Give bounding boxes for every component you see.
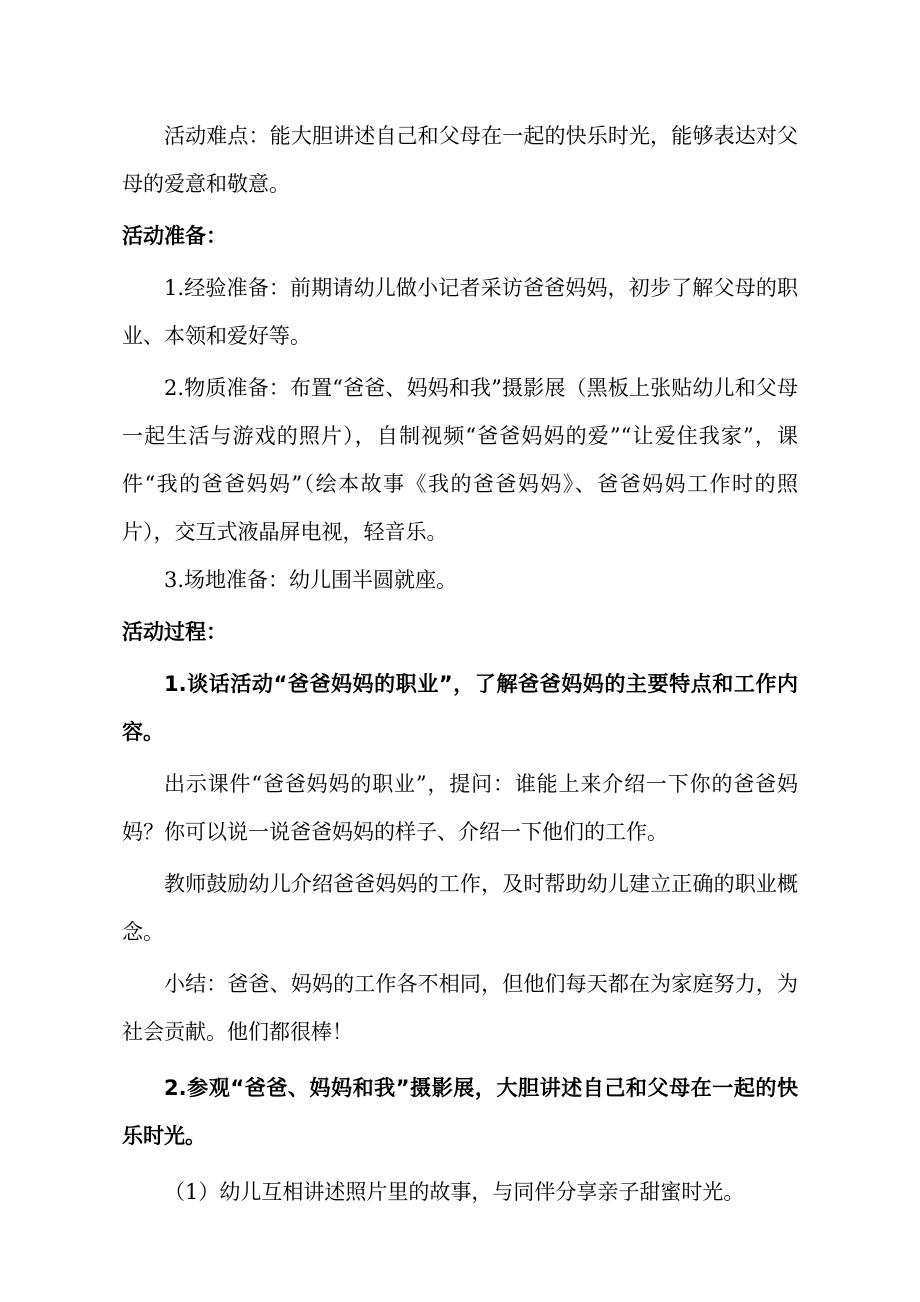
step-2-title: 2.参观“爸爸、妈妈和我”摄影展，大胆讲述自己和父母在一起的快乐时光。: [122, 1076, 798, 1148]
experience-preparation-paragraph: 1.经验准备：前期请幼儿做小记者采访爸爸妈妈，初步了解父母的职业、本领和爱好等。: [122, 276, 798, 348]
activity-preparation-heading: 活动准备：: [122, 224, 227, 248]
step-1-paragraph-2: 教师鼓励幼儿介绍爸爸妈妈的工作，及时帮助幼儿建立正确的职业概念。: [122, 872, 798, 944]
activity-difficulty-paragraph: 活动难点：能大胆讲述自己和父母在一起的快乐时光，能够表达对父母的爱意和敬意。: [122, 124, 798, 196]
step-1-summary: 小结：爸爸、妈妈的工作各不相同，但他们每天都在为家庭努力，为社会贡献。他们都很棒！: [122, 972, 798, 1044]
step-1-paragraph-1: 出示课件“爸爸妈妈的职业”，提问：谁能上来介绍一下你的爸爸妈妈？你可以说一说爸爸妈妈的样子、介绍一下他们的工作。: [122, 772, 798, 844]
document-body: [122, 112, 798, 1216]
step-2-paragraph-1: （1）幼儿互相讲述照片里的故事，与同伴分享亲子甜蜜时光。: [164, 1180, 745, 1204]
step-1-title: 1.谈话活动“爸爸妈妈的职业”，了解爸爸妈妈的主要特点和工作内容。: [122, 672, 798, 744]
activity-process-heading: 活动过程：: [122, 620, 227, 644]
material-preparation-paragraph: 2.物质准备：布置“爸爸、妈妈和我”摄影展（黑板上张贴幼儿和父母一起生活与游戏的照片），自制视频“爸爸妈妈的爱”“让爱住我家”，课件“我的爸爸妈妈”（绘本故事《我的爸爸妈妈》、爸爸妈妈工作时的照片），交互式液晶屏电视，轻音乐。: [122, 376, 798, 544]
venue-preparation-paragraph: 3.场地准备：幼儿围半圆就座。: [164, 568, 458, 592]
